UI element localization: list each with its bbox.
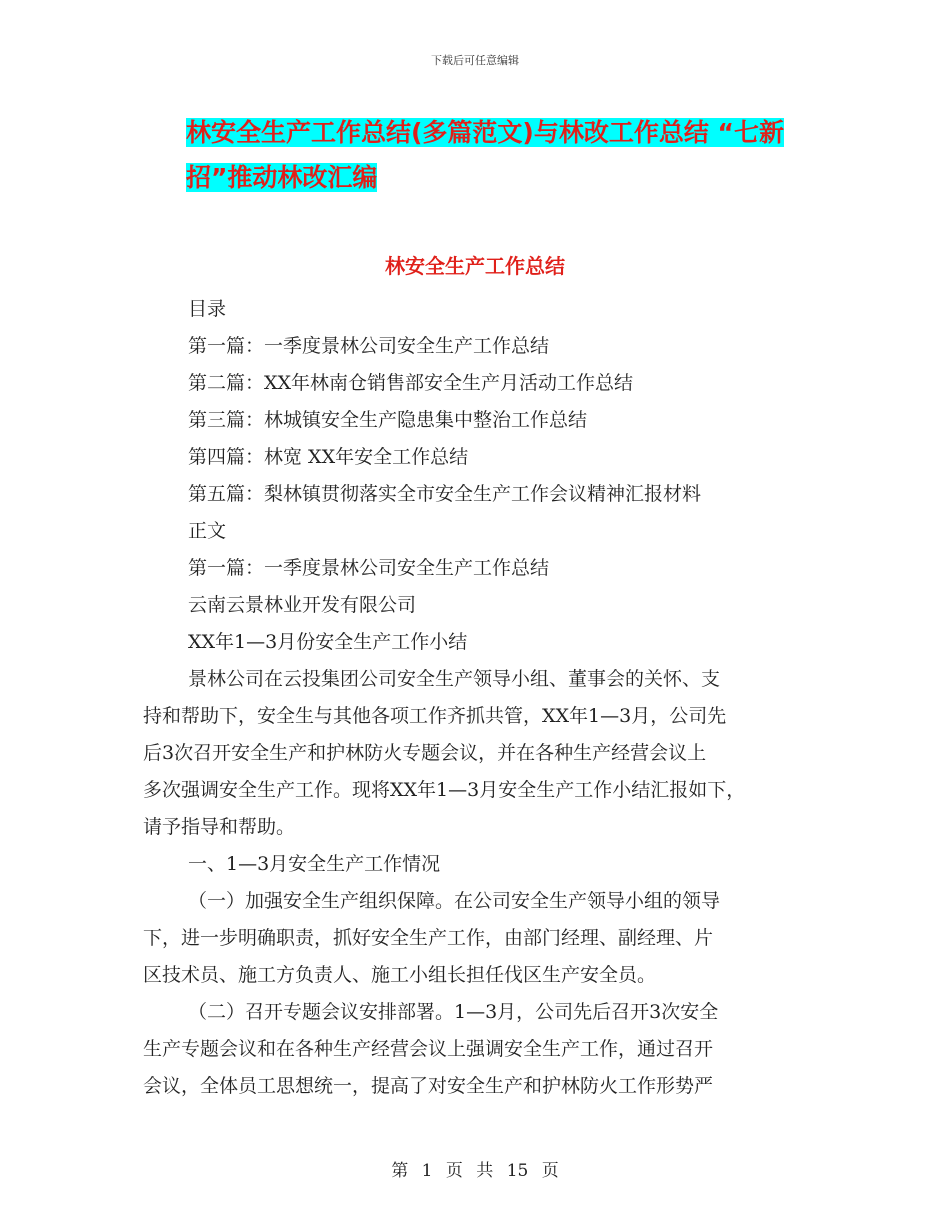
document-title bbox=[186, 110, 826, 200]
paragraph-line: 生产专题会议和在各种生产经营会议上强调安全生产工作，通过召开 bbox=[143, 1038, 714, 1060]
toc-item: 第二篇：XX年林南仓销售部安全生产月活动工作总结 bbox=[188, 372, 634, 394]
document-title-text: 林安全生产工作总结(多篇范文)与林改工作总结 “七新招”推动林改汇编 bbox=[186, 118, 784, 192]
paragraph-line: （一）加强安全生产组织保障。在公司安全生产领导小组的领导 bbox=[188, 890, 721, 912]
paragraph-line: （二）召开专题会议安排部署。1—3月，公司先后召开3次安全 bbox=[188, 1001, 719, 1023]
toc-item: 第四篇：林宽 XX年安全工作总结 bbox=[188, 446, 469, 468]
paragraph-line: 会议，全体员工思想统一，提高了对安全生产和护林防火工作形势严 bbox=[143, 1075, 714, 1097]
article-title: 第一篇：一季度景林公司安全生产工作总结 bbox=[188, 557, 550, 579]
company-name: 云南云景林业开发有限公司 bbox=[188, 594, 417, 616]
paragraph-line: 请予指导和帮助。 bbox=[143, 816, 296, 838]
toc-heading: 目录 bbox=[188, 298, 227, 320]
paragraph-line: 多次强调安全生产工作。现将XX年1—3月安全生产工作小结汇报如下， bbox=[143, 779, 746, 801]
paragraph-line: 区技术员、施工方负责人、施工小组长担任伐区生产安全员。 bbox=[143, 964, 657, 986]
subsection-heading: 一、1—3月安全生产工作情况 bbox=[188, 853, 441, 875]
page-header: 下载后可任意编辑 bbox=[431, 54, 519, 67]
toc-item: 第一篇：一季度景林公司安全生产工作总结 bbox=[188, 335, 550, 357]
toc-item: 第三篇：林城镇安全生产隐患集中整治工作总结 bbox=[188, 409, 588, 431]
paragraph-line: 下，进一步明确职责，抓好安全生产工作，由部门经理、副经理、片 bbox=[143, 927, 714, 949]
section-title: 林安全生产工作总结 bbox=[385, 254, 565, 278]
page-footer: 第 1 页 共 15 页 bbox=[391, 1161, 559, 1181]
report-title: XX年1—3月份安全生产工作小结 bbox=[188, 631, 468, 653]
paragraph-line: 景林公司在云投集团公司安全生产领导小组、董事会的关怀、支 bbox=[188, 668, 721, 690]
document-body bbox=[143, 291, 815, 1105]
paragraph-line: 后3次召开安全生产和护林防火专题会议，并在各种生产经营会议上 bbox=[143, 742, 707, 764]
toc-item: 第五篇：梨林镇贯彻落实全市安全生产工作会议精神汇报材料 bbox=[188, 483, 702, 505]
paragraph-line: 持和帮助下，安全生与其他各项工作齐抓共管，XX年1—3月，公司先 bbox=[143, 705, 727, 727]
body-heading: 正文 bbox=[188, 520, 227, 542]
